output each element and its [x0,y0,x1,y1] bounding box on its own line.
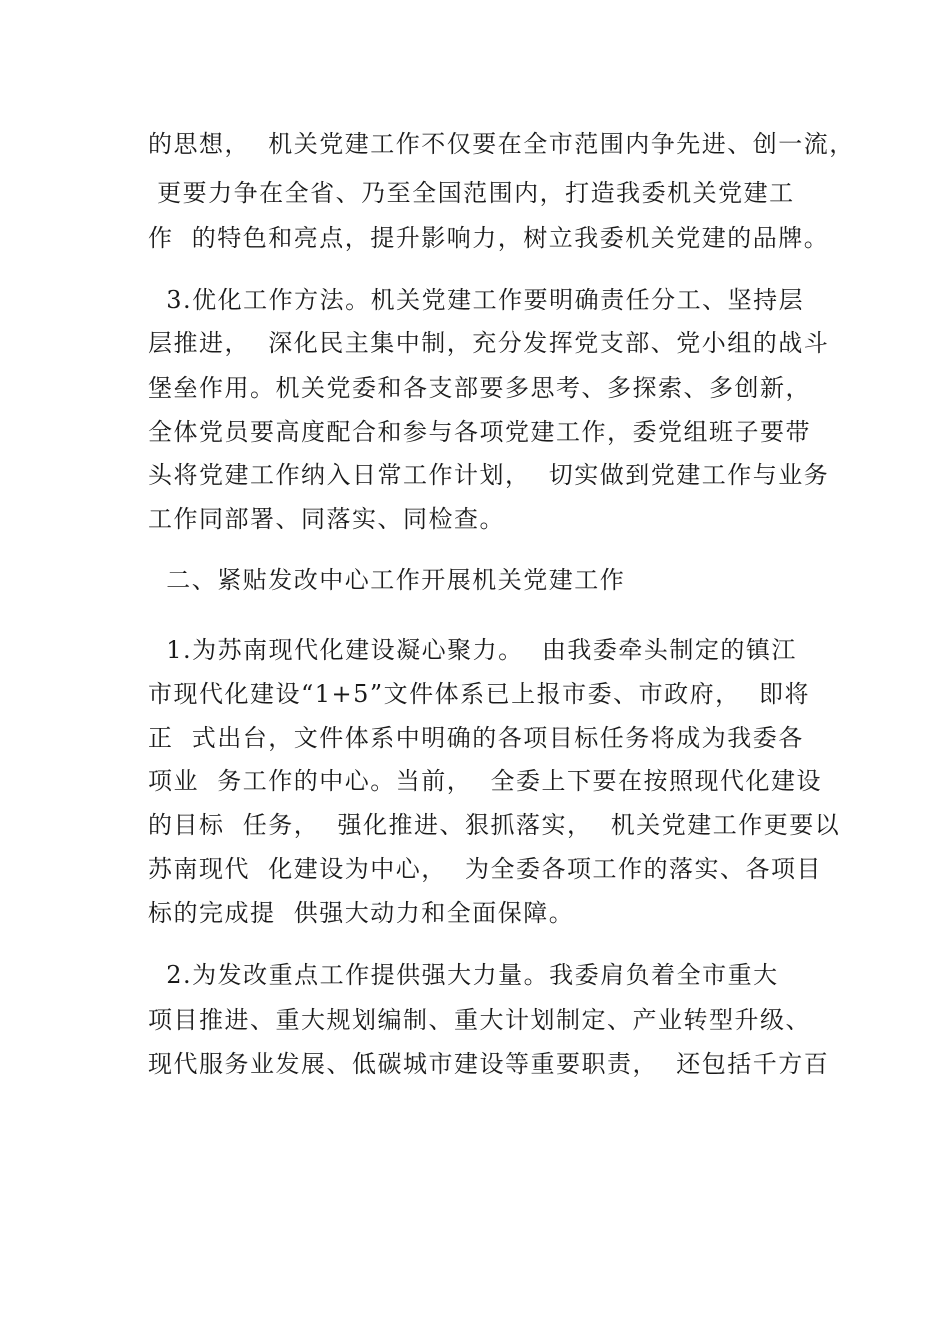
text-line: 的思想， 机关党建工作不仅要在全市范围内争先进、创一流， [148,130,855,158]
text-line: 苏南现代 化建设为中心， 为全委各项工作的落实、各项目 [148,855,823,883]
section-heading: 二、紧贴发改中心工作开展机关党建工作 [148,566,626,594]
text-line: 标的完成提 供强大动力和全面保障。 [148,899,575,927]
text-line: 更要力争在全省、乃至全国范围内，打造我委机关党建工 [148,179,795,207]
text-line: 全体党员要高度配合和参与各项党建工作，委党组班子要带 [148,418,811,446]
text-line: 的目标 任务， 强化推进、狠抓落实， 机关党建工作更要以 [148,811,841,839]
text-line: 工作同部署、同落实、同检查。 [148,505,505,533]
text-line: 项目推进、重大规划编制、重大计划制定、产业转型升级、 [148,1006,811,1034]
text-line: 市现代化建设“1+5”文件体系已上报市委、市政府， 即将 [148,680,810,708]
text-line: 头将党建工作纳入日常工作计划， 切实做到党建工作与业务 [148,461,830,489]
text-line: 2.为发改重点工作提供强大力量。我委肩负着全市重大 [148,961,779,989]
text-line: 层推进， 深化民主集中制，充分发挥党支部、党小组的战斗 [148,329,830,357]
text-line: 现代服务业发展、低碳城市建设等重要职责， 还包括千方百 [148,1050,830,1078]
text-line: 堡垒作用。机关党委和各支部要多思考、多探索、多创新， [148,374,811,402]
text-line: 1.为苏南现代化建设凝心聚力。 由我委牵头制定的镇江 [148,636,797,664]
text-line: 作 的特色和亮点，提升影响力，树立我委机关党建的品牌。 [148,224,830,252]
text-line: 项业 务工作的中心。当前， 全委上下要在按照现代化建设 [148,767,823,795]
text-line: 3.优化工作方法。机关党建工作要明确责任分工、坚持层 [148,286,805,314]
text-line: 正 式出台，文件体系中明确的各项目标任务将成为我委各 [148,724,804,752]
